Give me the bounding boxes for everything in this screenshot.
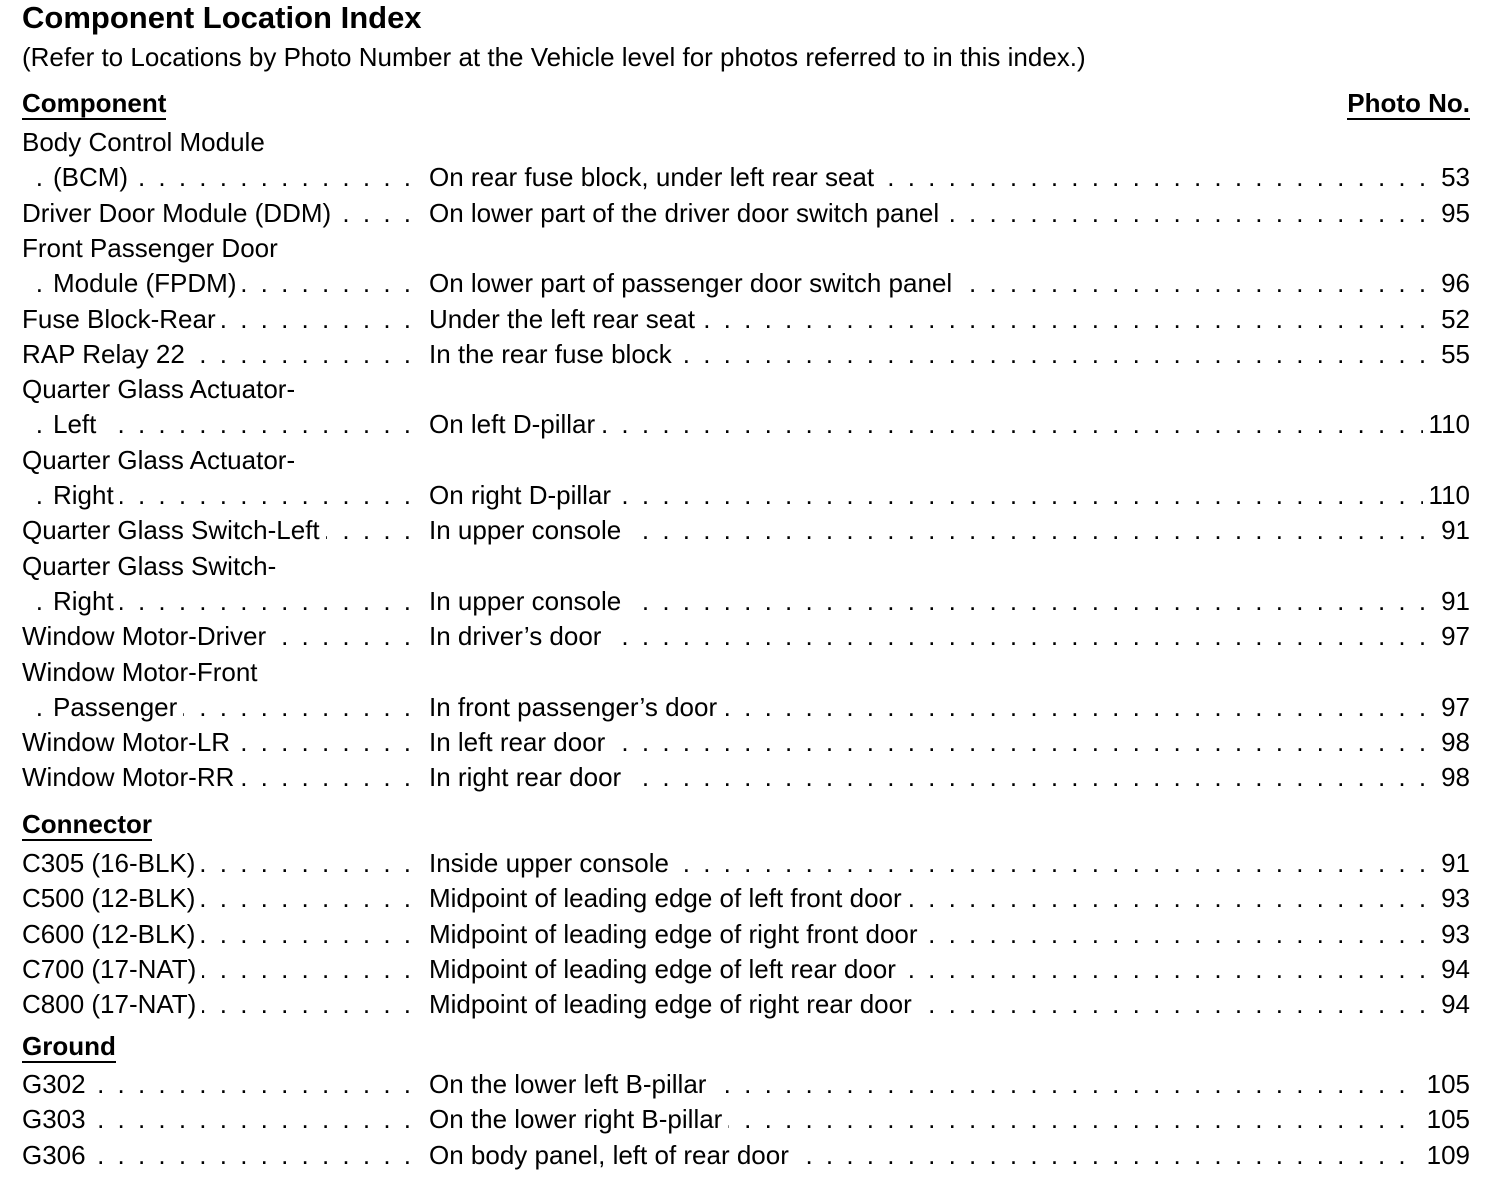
component-row-location xyxy=(429,337,1470,372)
ground-row-name xyxy=(22,1138,414,1173)
connector-row-name xyxy=(22,846,414,881)
component-row-name-line1: Front Passenger Door xyxy=(22,232,278,263)
component-row-photo-number: 91 xyxy=(1435,513,1470,548)
component-row-location-text: On lower part of passenger door switch panel xyxy=(429,268,958,298)
component-row-location xyxy=(429,160,1470,195)
connector-row-name xyxy=(22,952,414,987)
component-row xyxy=(22,196,1470,231)
ground-row-name-text: G303 xyxy=(22,1104,92,1134)
ground-row-photo-number: 105 xyxy=(1421,1102,1470,1137)
component-row-name-text: Fuse Block-Rear xyxy=(22,304,222,334)
ground-row-photo-number: 105 xyxy=(1421,1067,1470,1102)
component-row-name-line1: Body Control Module xyxy=(22,127,265,157)
connector-row-location-text: Midpoint of leading edge of right rear door xyxy=(429,989,918,1019)
component-row xyxy=(22,302,1470,337)
component-row-location-text: In left rear door xyxy=(429,727,611,757)
component-row-location-text: In right rear door xyxy=(429,762,627,792)
component-row-location xyxy=(429,760,1470,795)
component-row xyxy=(22,266,1470,301)
component-row-location-text: In the rear fuse block xyxy=(429,339,678,369)
component-row-photo-number: 52 xyxy=(1435,302,1470,337)
component-row-name-text: RAP Relay 22 xyxy=(22,339,191,369)
component-row-location-text: In upper console xyxy=(429,515,627,545)
connector-row-name-text: C600 (12-BLK) xyxy=(22,919,201,949)
ground-row-location xyxy=(429,1102,1470,1137)
component-row xyxy=(22,760,1470,795)
component-row-name-text: Module (FPDM) xyxy=(53,268,242,298)
connector-row-name-text: C500 (12-BLK) xyxy=(22,883,201,913)
component-row-photo-number: 110 xyxy=(1423,478,1470,513)
connector-row-location xyxy=(429,987,1470,1022)
ground-row-name xyxy=(22,1102,414,1137)
ground-row-name-text: G306 xyxy=(22,1140,92,1170)
component-row-photo-number: 95 xyxy=(1435,196,1470,231)
component-row-name xyxy=(22,337,414,372)
page-title: Component Location Index xyxy=(22,0,422,35)
component-row-location xyxy=(429,196,1470,231)
connector-row xyxy=(22,987,1470,1022)
component-row-name xyxy=(22,619,414,654)
component-row-location xyxy=(429,266,1470,301)
ground-row-location-text: On body panel, left of rear door xyxy=(429,1140,795,1170)
connector-row-name-text: C700 (17-NAT) xyxy=(22,954,202,984)
component-row-name xyxy=(22,584,414,619)
component-row-name xyxy=(22,302,414,337)
component-row-location-text: In driver’s door xyxy=(429,621,607,651)
component-row xyxy=(22,337,1470,372)
connector-row-location xyxy=(429,846,1470,881)
ground-row-location-text: On the lower left B-pillar xyxy=(429,1069,712,1099)
connector-row-name-text: C305 (16-BLK) xyxy=(22,848,201,878)
component-row xyxy=(22,619,1470,654)
ground-row-location xyxy=(429,1067,1470,1102)
component-column-header: Component xyxy=(22,88,167,118)
component-location-index xyxy=(22,0,1470,1182)
component-row-name-text: Right xyxy=(53,480,120,510)
connector-row-location-text: Midpoint of leading edge of left front door xyxy=(429,883,908,913)
connector-row xyxy=(22,952,1470,987)
component-row-photo-number: 98 xyxy=(1435,725,1470,760)
component-row-photo-number: 97 xyxy=(1435,619,1470,654)
component-row-name-text: (BCM) xyxy=(53,162,134,192)
connector-row-location xyxy=(429,952,1470,987)
component-row-name-text: Quarter Glass Switch-Left xyxy=(22,515,326,545)
connector-row-photo-number: 91 xyxy=(1435,846,1470,881)
connector-row xyxy=(22,846,1470,881)
connector-row-photo-number: 93 xyxy=(1435,917,1470,952)
connector-row xyxy=(22,917,1470,952)
component-row-name xyxy=(22,196,414,231)
component-row-location xyxy=(429,690,1470,725)
connector-row-name-text: C800 (17-NAT) xyxy=(22,989,202,1019)
component-row-name xyxy=(22,266,414,301)
photo-number-column-header: Photo No. xyxy=(1347,88,1470,118)
component-row-name-text: Window Motor-Driver xyxy=(22,621,272,651)
component-row-name-text: Window Motor-LR xyxy=(22,727,236,757)
component-row-name xyxy=(22,407,414,442)
component-row-name xyxy=(22,725,414,760)
connector-row-name xyxy=(22,987,414,1022)
component-row xyxy=(22,725,1470,760)
component-row-name-text: Left xyxy=(53,409,102,439)
component-row-name-line1: Quarter Glass Actuator- xyxy=(22,444,296,475)
connector-row-location xyxy=(429,881,1470,916)
component-row-photo-number: 98 xyxy=(1435,760,1470,795)
connector-row-photo-number: 93 xyxy=(1435,881,1470,916)
component-row-location xyxy=(429,584,1470,619)
connector-row-name xyxy=(22,881,414,916)
component-row-name xyxy=(22,760,414,795)
component-row-name-line1: Quarter Glass Actuator- xyxy=(22,374,296,405)
page-subtitle: (Refer to Locations by Photo Number at the Vehicle level for photos referred to in this index.) xyxy=(22,42,1086,72)
component-row xyxy=(22,478,1470,513)
component-row-name-text: Passenger xyxy=(53,692,183,722)
ground-section-header: Ground xyxy=(22,1031,116,1061)
component-row-photo-number: 55 xyxy=(1435,337,1470,372)
connector-row-location xyxy=(429,917,1470,952)
component-row-photo-number: 91 xyxy=(1435,584,1470,619)
component-row-location xyxy=(429,407,1470,442)
component-row xyxy=(22,160,1470,195)
component-row-name xyxy=(22,513,414,548)
ground-row-photo-number: 109 xyxy=(1421,1138,1470,1173)
component-row-location-text: On rear fuse block, under left rear seat xyxy=(429,162,880,192)
ground-row-name xyxy=(22,1067,414,1102)
component-row-location xyxy=(429,478,1470,513)
ground-row-location-text: On the lower right B-pillar xyxy=(429,1104,728,1134)
component-row-location-text: Under the left rear seat xyxy=(429,304,701,334)
component-row-name xyxy=(22,160,414,195)
component-row-name-text: Right xyxy=(53,586,120,616)
connector-section-header: Connector xyxy=(22,809,152,839)
component-row xyxy=(22,690,1470,725)
connector-row-name xyxy=(22,917,414,952)
component-row-name-text: Window Motor-RR xyxy=(22,762,240,792)
component-row-name xyxy=(22,478,414,513)
connector-row-photo-number: 94 xyxy=(1435,987,1470,1022)
component-row-location-text: On right D-pillar xyxy=(429,480,617,510)
component-row-name-text: Driver Door Module (DDM) xyxy=(22,198,337,228)
component-row-location xyxy=(429,513,1470,548)
component-row-location-text: In upper console xyxy=(429,586,627,616)
component-row-photo-number: 96 xyxy=(1435,266,1470,301)
component-row-name xyxy=(22,690,414,725)
component-row xyxy=(22,513,1470,548)
connector-row xyxy=(22,881,1470,916)
connector-row-location-text: Inside upper console xyxy=(429,848,675,878)
component-row xyxy=(22,407,1470,442)
component-row-location xyxy=(429,619,1470,654)
component-row-photo-number: 97 xyxy=(1435,690,1470,725)
component-row-photo-number: 53 xyxy=(1435,160,1470,195)
component-row-photo-number: 110 xyxy=(1423,407,1470,442)
ground-row xyxy=(22,1102,1470,1137)
component-row-location xyxy=(429,725,1470,760)
ground-row-name-text: G302 xyxy=(22,1069,92,1099)
component-row-location-text: In front passenger’s door xyxy=(429,692,723,722)
ground-row xyxy=(22,1067,1470,1102)
connector-row-location-text: Midpoint of leading edge of left rear door xyxy=(429,954,902,984)
component-row-name-line1: Quarter Glass Switch- xyxy=(22,550,277,581)
component-row-location-text: On left D-pillar xyxy=(429,409,601,439)
component-row-name-line1: Window Motor-Front xyxy=(22,656,258,687)
component-row xyxy=(22,584,1470,619)
component-row-location xyxy=(429,302,1470,337)
connector-row-photo-number: 94 xyxy=(1435,952,1470,987)
ground-row-location xyxy=(429,1138,1470,1173)
connector-row-location-text: Midpoint of leading edge of right front door xyxy=(429,919,924,949)
component-row-location-text: On lower part of the driver door switch panel xyxy=(429,198,945,228)
ground-row xyxy=(22,1138,1470,1173)
